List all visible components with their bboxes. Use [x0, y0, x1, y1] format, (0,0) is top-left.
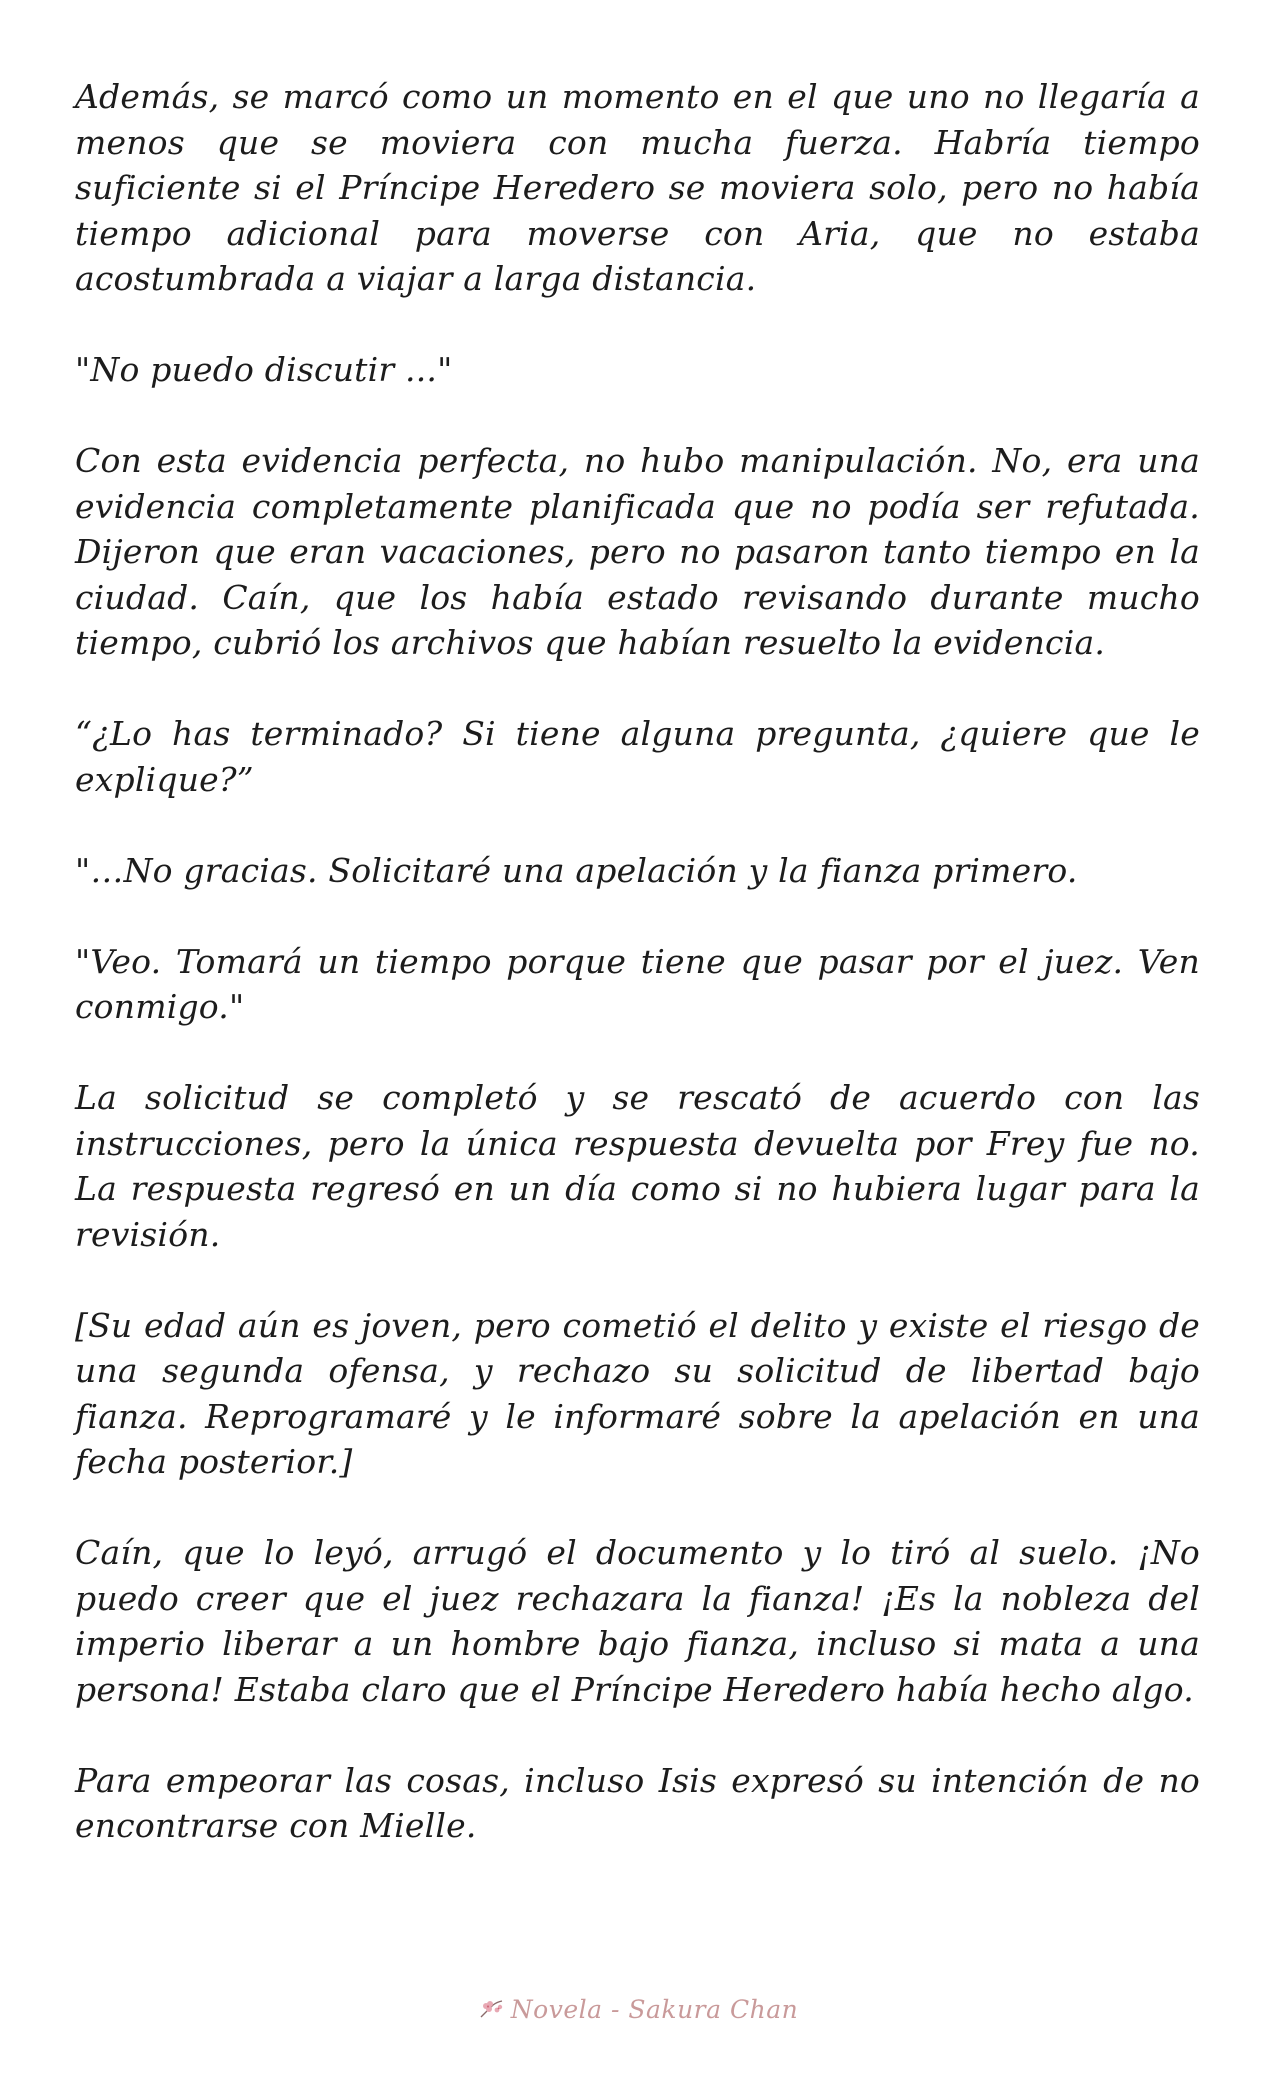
paragraph-10: Para empeorar las cosas, incluso Isis expresó su intención de no encontrarse con Mielle.	[75, 1760, 1200, 1845]
paragraph-5: "…No gracias. Solicitaré una apelación y la fianza primero.	[75, 850, 1078, 890]
document-body	[75, 74, 1200, 1894]
watermark-text: Novela - Sakura Chan	[510, 1995, 799, 2024]
cherry-blossom-icon	[477, 1997, 505, 2021]
paragraph-1: Además, se marcó como un momento en el que uno no llegaría a menos que se moviera con mucha fuerza. Habría tiempo suficiente si el Príncipe Heredero se moviera solo, pero no había tiempo adicional para moverse con Aria, que no estaba acostumbrada a viajar a larga distancia.	[75, 77, 1200, 298]
paragraph-3: Con esta evidencia perfecta, no hubo manipulación. No, era una evidencia completamente planificada que no podía ser refutada. Dijeron que eran vacaciones, pero no pasaron tanto tiempo en la ciudad. Caín, que los había estado revisando durante mucho tiempo, cubrió los archivos que habían resuelto la evidencia.	[75, 441, 1200, 662]
watermark	[0, 1995, 1275, 2024]
paragraph-7: La solicitud se completó y se rescató de acuerdo con las instrucciones, pero la única respuesta devuelta por Frey fue no. La respuesta regresó en un día como si no hubiera lugar para la revisión.	[75, 1078, 1200, 1254]
paragraph-9: Caín, que lo leyó, arrugó el documento y lo tiró al suelo. ¡No puedo creer que el juez rechazara la fianza! ¡Es la nobleza del imperio liberar a un hombre bajo fianza, incluso si mata a una persona! Estaba claro que el Príncipe Heredero había hecho algo.	[75, 1533, 1200, 1709]
paragraph-8: [Su edad aún es joven, pero cometió el delito y existe el riesgo de una segunda ofensa, y rechazo su solicitud de libertad bajo fianza. Reprogramaré y le informaré sobre la apelación en una fecha posterior.]	[75, 1305, 1200, 1481]
paragraph-4: “¿Lo has terminado? Si tiene alguna pregunta, ¿quiere que le explique?”	[75, 714, 1200, 799]
paragraph-6: "Veo. Tomará un tiempo porque tiene que pasar por el juez. Ven conmigo."	[75, 941, 1200, 1026]
paragraph-2: "No puedo discutir ..."	[75, 350, 453, 389]
